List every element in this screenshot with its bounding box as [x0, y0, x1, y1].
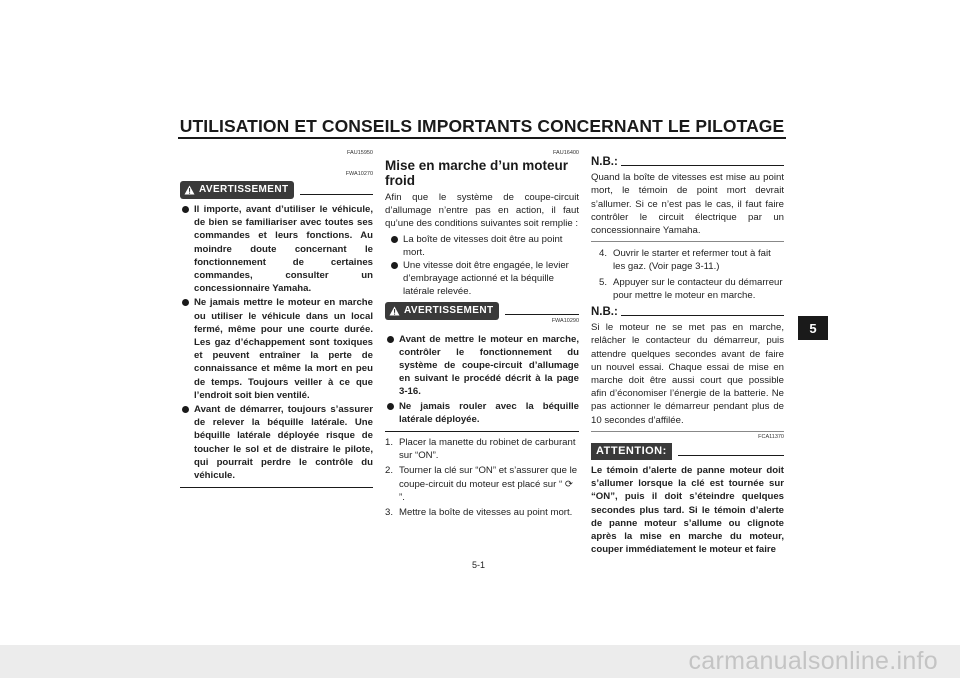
warning-triangle-icon	[389, 306, 400, 316]
list-item: Avant de mettre le moteur en marche, contrôler le fonctionnement du système de coupe-circuit d’allumage en suivant le procédé décrit à la page 3-16.	[385, 333, 579, 399]
intro-paragraph: Afin que le système de coupe-circuit d’allumage n’entre pas en action, il faut qu’une des conditions suivantes soit remplie :	[385, 192, 579, 230]
attention-rule	[678, 455, 784, 456]
list-item: Avant de démarrer, toujours s’assurer de relever la béquille latérale. Une béquille latérale déployée risque de toucher le sol et de distraire le pilote, qui pourrait perdre le contrôle du véhicule.	[180, 403, 373, 482]
step-text: Placer la manette du robinet de carburant sur “ON”.	[399, 437, 576, 462]
note-label: N.B.:	[591, 306, 618, 319]
step-number: 5.	[599, 276, 608, 288]
reference-code: FAU16400	[553, 150, 579, 156]
column-middle	[385, 150, 579, 521]
warning-list	[180, 203, 373, 482]
step-text: Appuyer sur le contacteur du démarreur pour mettre le moteur en marche.	[613, 276, 783, 301]
note-header	[591, 306, 784, 319]
step-number: 3.	[385, 507, 394, 519]
step-item	[385, 436, 579, 462]
note-rule	[621, 315, 784, 316]
header-rule	[178, 137, 786, 139]
steps-list	[385, 436, 579, 519]
column-left	[180, 150, 373, 488]
list-item: Une vitesse doit être engagée, le levier d’embrayage actionné et la béquille latérale relevée.	[389, 259, 579, 299]
note-rule	[621, 165, 784, 166]
note-text: Quand la boîte de vitesses est mise au point mort, le témoin de point mort devrait s’allumer. Si ce n’est pas le cas, il faut faire contrôler le circuit électrique par un concessionnaire Yamaha.	[591, 172, 784, 237]
note-text: Si le moteur ne se met pas en marche, relâcher le contacteur du démarreur, puis attendre quelques secondes avant de faire un nouvel essai. Chaque essai de mise en marche doit être aussi court que possible afin d’économiser l’énergie de la batterie. Ne pas actionner le démarreur pendant plus de 10 secondes d’affilée.	[591, 322, 784, 426]
warning-label: AVERTISSEMENT	[404, 305, 494, 317]
warning-list	[385, 333, 579, 426]
note-end-rule	[591, 431, 784, 432]
page-number: 5-1	[472, 560, 486, 570]
warning-label: AVERTISSEMENT	[199, 184, 289, 196]
watermark-text[interactable]: carmanualsonline.info	[688, 647, 938, 675]
step-item	[599, 276, 784, 302]
warning-triangle-icon	[184, 185, 195, 195]
step-number: 4.	[599, 248, 608, 260]
attention-badge: ATTENTION:	[591, 443, 672, 460]
page-header-title: UTILISATION ET CONSEILS IMPORTANTS CONCERNANT LE PILOTAGE	[179, 116, 785, 136]
step-text: Tourner la clé sur “ON” et s’assurer que le coupe-circuit du moteur est placé sur “ ⟳ ”.	[399, 465, 578, 503]
note-end-rule	[591, 241, 784, 242]
step-item	[385, 506, 579, 519]
reference-code: FWA10270	[345, 171, 373, 177]
warning-rule	[505, 314, 579, 315]
column-right	[591, 150, 784, 556]
warning-header	[180, 181, 373, 199]
step-item	[599, 247, 784, 273]
warning-end-rule	[385, 431, 579, 432]
section-title: Mise en marche d’un moteur froid	[385, 158, 569, 188]
note-header	[591, 156, 784, 169]
list-item: La boîte de vitesses doit être au point mort.	[389, 233, 579, 259]
step-number: 2.	[385, 465, 394, 477]
warning-rule	[300, 194, 373, 195]
list-item: Il importe, avant d’utiliser le véhicule, de bien se familiariser avec toutes ses commandes et leurs fonctions. Au moindre doute concernant le fonctionnement de certaines commandes, consulter un concessionnaire Yamaha.	[180, 203, 373, 295]
reference-code: FCA11370	[758, 433, 784, 440]
warning-badge	[385, 302, 499, 320]
watermark-bar	[0, 645, 960, 678]
warning-badge	[180, 181, 294, 199]
warning-end-rule	[180, 487, 373, 488]
step-item	[385, 464, 579, 504]
chapter-tab[interactable]: 5	[798, 316, 828, 340]
note-label: N.B.:	[591, 156, 618, 168]
attention-header	[591, 443, 784, 460]
conditions-list	[385, 233, 579, 299]
reference-code: FWA10290	[551, 317, 579, 324]
step-text: Mettre la boîte de vitesses au point mort.	[399, 507, 573, 519]
step-number: 1.	[385, 437, 394, 449]
attention-text: Le témoin d’alerte de panne moteur doit s’allumer lorsque la clé est tournée sur “ON”, puis il doit s’éteindre quelques secondes plus tard. Si le témoin d’alerte de panne moteur s’allume ou clignote après la mise en marche du moteur, couper immédiatement le moteur et faire	[591, 465, 784, 556]
list-item: Ne jamais rouler avec la béquille latérale déployée.	[385, 400, 579, 426]
steps-list	[591, 247, 784, 302]
list-item: Ne jamais mettre le moteur en marche ou utiliser le véhicule dans un local fermé, même pour une courte durée. Les gaz d’échappement sont toxiques et peuvent entraîner la perte de connaissance et même la mort en peu de temps. Toujours veiller à ce que l’endroit soit bien ventilé.	[180, 296, 373, 402]
step-text: Ouvrir le starter et refermer tout à fait les gaz. (Voir page 3-11.)	[613, 248, 771, 273]
reference-code: FAU15950	[347, 150, 373, 156]
